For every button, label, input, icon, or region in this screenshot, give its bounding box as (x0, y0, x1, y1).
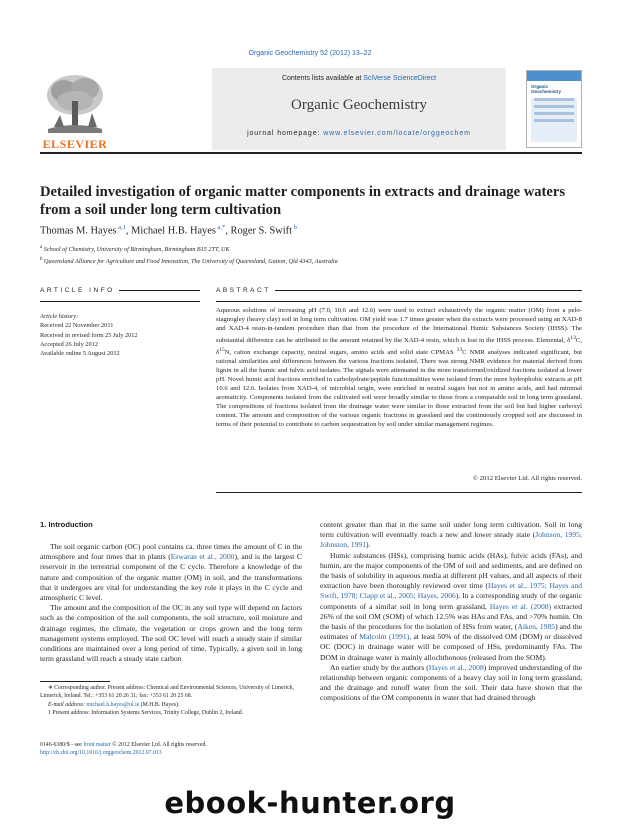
body-paragraph (320, 520, 582, 551)
isotope-element: C (462, 349, 467, 357)
abstract-run: NMR analyses indicated significant, but rational similarities and differences between the various fractions isolated. There was strong NMR evidence for material derived from lignin in all the humic and fulvic acid isolates. The signals were attenuated in the more transformed/oxidized fractions isolated at lower pH. Novel humic acid fractions enriched in carbohydrate/peptide functionalities were isolated from the more hydrophobic extracts at pH 10.6 and 12.6. Isolates from XAD-4, of microbial origin, were enriched in neutral sugars but not in amino acids, and had minimal aromaticity. Components isolated from the cultivated soil were broadly similar to those from a comparable soil in long term grassland. The compositions of fractions isolated from the drainage water were similar to those extracted from the soil but had higher carboxyl content. The amount and composition of the various organic fractions in grassland and the continuously cropped soil are discussed in terms of their potential to contribute to carbon sequestration by soil under similar management regimes. (216, 349, 582, 428)
delta-symbol: δ (567, 337, 571, 345)
body-column-right (320, 520, 582, 704)
cover-band (527, 71, 581, 81)
issn-prefix: 0146-6380/$ - see (40, 742, 84, 748)
citation-link[interactable]: Johnson, 1995; Johnston, 1991 (320, 530, 582, 550)
isotope-mass: 13 (570, 334, 576, 341)
email-label: E-mail address: (48, 701, 87, 708)
article-info-heading: ARTICLE INFO (40, 287, 119, 294)
left-paragraphs (40, 542, 302, 664)
isotope-mass: 13 (456, 347, 463, 354)
text-run: , at least 50% of the dissolved OM (DOM) or dissolved OC (DOC) in drainage water will be composed of HSs, predominantly FAs. The DOM in drainage water is mainly allochthonous (released from the SOM). (320, 632, 582, 662)
journal-cover-thumbnail[interactable] (526, 70, 582, 148)
citation-link[interactable]: Hayes et al., 1975; Hayes and Swift, 1978; Clapp et al., 2005; Hayes, 2006 (320, 581, 582, 601)
history-item: Available online 5 August 2012 (40, 350, 120, 358)
journal-masthead (40, 68, 582, 154)
delta-symbol: δ (216, 349, 220, 357)
front-matter-link[interactable]: front matter (83, 742, 111, 748)
cover-bar (534, 105, 574, 108)
author-list (40, 224, 580, 236)
citation-link[interactable]: Hayes et al. (2008) (489, 601, 552, 611)
journal-banner (212, 68, 506, 150)
text-run: ) and the estimates of (320, 622, 583, 642)
abstract-underline (216, 301, 582, 302)
text-run: ). (366, 540, 371, 550)
author-email-link[interactable]: michael.h.hayes@ul.ie (86, 701, 140, 708)
issn-block (40, 741, 302, 758)
affiliation (40, 255, 580, 267)
article-history (40, 312, 200, 358)
footnotes (40, 684, 302, 718)
text-run: Humic substances (HSs), comprising humic acids (HAs), fulvic acids (FAs), and humin, are the major components of the OM of soil and sediments, and are defined on the basis of solubility in aqueous media at different pH values, and all aspects of their extraction have been thoroughly reviewed over time ( (320, 550, 582, 591)
cover-title: Organic Geochemistry (531, 84, 562, 94)
author-marks[interactable]: a,* (215, 224, 226, 231)
contents-prefix: Contents lists available at (281, 75, 364, 82)
history-title: Article history: (40, 313, 79, 320)
body-paragraph (40, 603, 302, 664)
abstract-end-rule (216, 492, 582, 493)
homepage-line (212, 130, 506, 137)
isotope-mass: 15 (219, 347, 225, 354)
section-title: 1. Introduction (40, 520, 93, 529)
abstract-text (216, 307, 582, 430)
email-suffix: (M.H.B. Hayes). (139, 701, 180, 708)
journal-reference[interactable]: Organic Geochemistry 52 (2012) 13–22 (248, 50, 372, 57)
journal-homepage-link[interactable]: www.elsevier.com/locate/orggeochem (323, 130, 471, 137)
elsevier-tree-icon (40, 71, 110, 137)
author-name: Thomas M. Hayes (40, 225, 117, 237)
publisher-wordmark: ELSEVIER (42, 137, 108, 151)
citation-link[interactable]: Hayes et al., 2008 (428, 662, 484, 672)
history-item: Accepted 26 July 2012 (40, 340, 98, 348)
present-address-note: 1 Present address: Information Systems Services, Trinity College, Dublin 2, Ireland. (48, 710, 244, 717)
history-item: Received in revised form 25 July 2012 (40, 331, 138, 339)
affiliation-mark: a (40, 245, 43, 250)
author-marks[interactable]: b (292, 224, 297, 231)
citation-link[interactable]: Malcolm (1991) (359, 632, 410, 642)
abstract-run: , cation exchange capacity, neutral sugars, amino acids and solid state CPMAS (229, 349, 457, 357)
cover-bar (534, 98, 574, 101)
text-run: The soil organic carbon (OC) pool contains ca. three times the amount of C in the atmosphere and four times that in plants ( (40, 542, 302, 562)
author-marks[interactable]: a,1 (116, 224, 126, 231)
citation-link[interactable]: Aiken, 1985 (517, 622, 556, 632)
body-paragraph (40, 542, 302, 603)
body-paragraph (320, 551, 582, 663)
affiliation (40, 243, 580, 255)
text-run: The amount and the composition of the OC in any soil type will depend on factors such as the composition of the soil components, the soil structure, soil moisture and drainage regimes, the climate, the vegetation or crops grown and the long term management systems employed. The soil OC level will reach a steady state if similar conditions are maintained over a long period of time. Typically, a given soil in long term grassland will reach a steady state carbon (40, 603, 302, 664)
author-separator: , (125, 225, 132, 237)
issn-suffix: © 2012 Elsevier Ltd. All rights reserved. (110, 742, 207, 748)
isotope-element: C (575, 337, 581, 345)
body-paragraph (320, 663, 582, 704)
email-note (40, 701, 302, 709)
footnote-rule (40, 681, 110, 682)
cover-bar (534, 119, 574, 122)
article-info-underline (40, 301, 200, 302)
author-name: Michael H.B. Hayes (131, 225, 216, 237)
body-column-left (40, 520, 302, 664)
author-separator: , (225, 225, 231, 237)
author-name: Roger S. Swift (230, 225, 292, 237)
contents-line (212, 75, 506, 82)
text-run: ), and is the largest C reservoir in the terrestrial component of the C cycle. Therefore a knowledge of the nature and composition of the organic matter (OM) in soil, and the transformations that it undergoes are vital for understanding the key role it plays in the C cycle and atmospheric C level. (40, 552, 302, 603)
abstract-run: , (580, 337, 582, 345)
affiliation-text: Queensland Alliance for Agriculture and Food Innovation, The University of Queensland, Gatton, Qld 4343, Australia (42, 258, 338, 266)
issn-line (40, 741, 302, 749)
affiliation-text: School of Chemistry, University of Birmingham, Birmingham B15 2TT, UK (42, 246, 230, 254)
publisher-logo[interactable] (40, 71, 110, 151)
abstract-run: Aqueous solutions of increasing pH (7.0, 10.6 and 12.6) were used to extract exhaustively the organic matter (OM) from a pelo-stagnogley (heavy clay) soil in long term cultivation. OM yield was 1.7 times greater when the extracts were processed using an XAD-8 and XAD-4 resin-in-tandem procedure than that from the procedure of the International Humic Substances Society (IHSS). The substantial difference can be attributed to the amount retained by the XAD-4 resin, which is lost in the IHSS process. Elemental, (216, 307, 582, 345)
affiliation-list (40, 243, 580, 267)
text-run: An earlier study by the authors ( (330, 662, 429, 672)
text-run: ) improved understanding of the relationship between organic components of a heavy clay soil in long term grassland, and the drainage and runoff water from the soil. Their data have shown that the compositions of the OM components in water that had drained through (320, 662, 582, 703)
cover-bar (534, 112, 574, 115)
history-item: Received 22 November 2011 (40, 322, 114, 330)
affiliation-mark: b (40, 257, 43, 263)
article-title: Detailed investigation of organic matter components in extracts and drainage waters from a soil under long term cultivation (40, 184, 566, 218)
journal-name[interactable]: Organic Geochemistry (291, 97, 427, 113)
text-run: ). In a corresponding study of the organic components of a similar soil in long term grassland, (320, 591, 582, 611)
watermark: ebook-hunter.org (164, 786, 456, 820)
copyright-notice: © 2012 Elsevier Ltd. All rights reserved. (472, 475, 582, 482)
isotope-element: N (224, 349, 230, 357)
homepage-prefix: journal homepage: (247, 130, 324, 137)
doi-link[interactable]: http://dx.doi.org/10.1016/j.orggeochem.2012.07.013 (40, 750, 162, 757)
corresponding-author-note: ∗ Corresponding author. Present address: Chemical and Environmental Sciences, University of Limerick, Limerick, Ireland. Tel.: +353 61 20 26 31; fax: +353 61 20 25 68. (40, 685, 295, 700)
sciencedirect-link[interactable]: SciVerse ScienceDirect (363, 75, 437, 82)
citation-link[interactable]: Eswaran et al., 2000 (170, 552, 235, 562)
text-run: extracted 26% of the soil OM (SOM) of which 12.5% was HAs and FAs, and >70% humin. On the basis of the procedures for the isolation of HSs from water, ( (320, 601, 582, 632)
text-run: content greater than that in the same soil under long term cultivation. Soil in long term cultivation will eventually reach a new and lower steady state ( (320, 520, 582, 540)
abstract-heading: ABSTRACT (216, 287, 275, 294)
cover-artwork (531, 98, 577, 142)
right-paragraphs (320, 520, 582, 704)
